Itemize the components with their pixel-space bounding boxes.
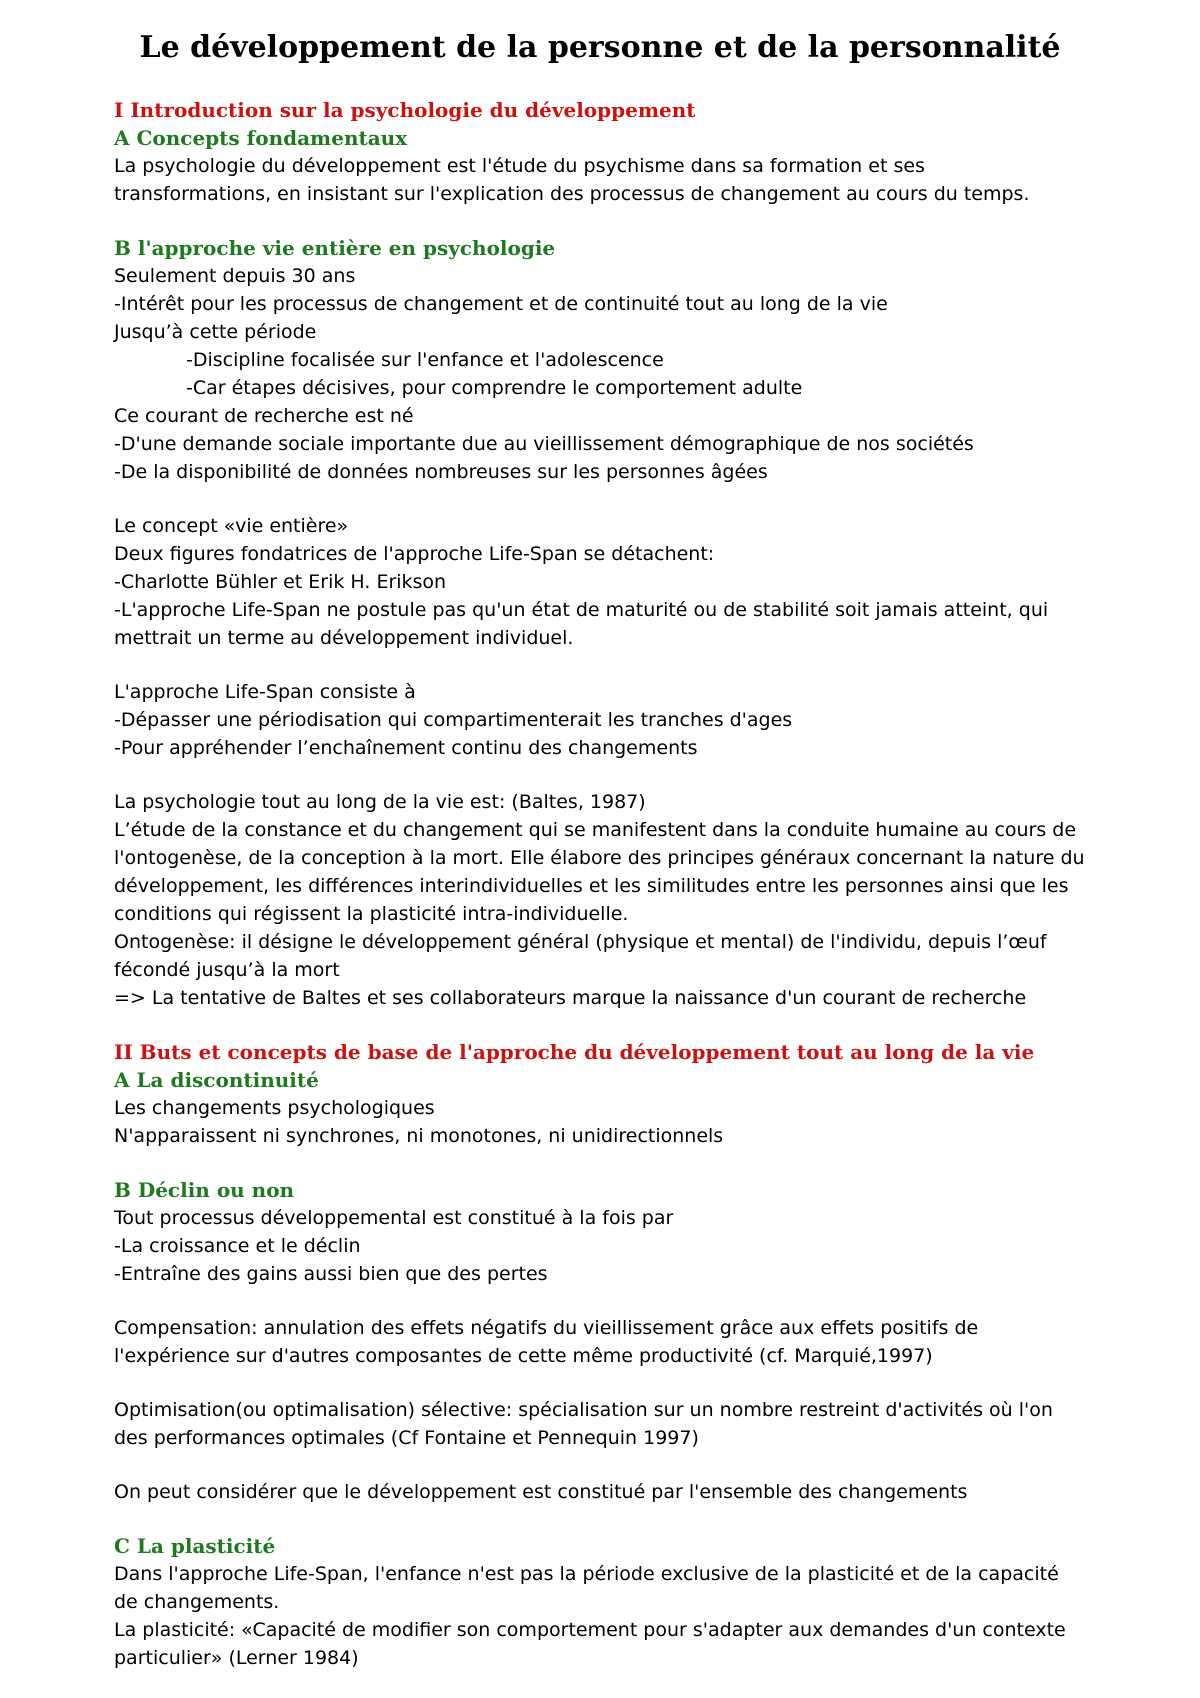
text-line: l'expérience sur d'autres composantes de cette même productivité (cf. Marquié,1997)	[114, 1345, 933, 1367]
section-heading: I Introduction sur la psychologie du développement	[114, 98, 696, 122]
text-line: -La croissance et le déclin	[114, 1235, 361, 1257]
text-line: La plasticité: «Capacité de modifier son comportement pour s'adapter aux demandes d'un contexte	[114, 1619, 1066, 1641]
paragraph-spacer	[114, 1288, 1094, 1314]
text-line: Seulement depuis 30 ans	[114, 265, 356, 287]
text-line: Jusqu’à cette période	[114, 321, 317, 343]
text-line: N'apparaissent ni synchrones, ni monotones, ni unidirectionnels	[114, 1125, 724, 1147]
section-heading: II Buts et concepts de base de l'approche du développement tout au long de la vie	[114, 1040, 1035, 1064]
paragraph-spacer	[114, 652, 1094, 678]
paragraph-spacer	[114, 1506, 1094, 1532]
text-line: -L'approche Life-Span ne postule pas qu'un état de maturité ou de stabilité soit jamais atteint, qui	[114, 599, 1049, 621]
text-line: -Entraîne des gains aussi bien que des pertes	[114, 1263, 548, 1285]
subsection-heading: B Déclin ou non	[114, 1178, 295, 1202]
paragraph-spacer	[114, 486, 1094, 512]
text-line: Deux figures fondatrices de l'approche Life-Span se détachent:	[114, 543, 715, 565]
text-line: développement, les différences interindividuelles et les similitudes entre les personnes ainsi que les	[114, 875, 1069, 897]
text-line: transformations, en insistant sur l'explication des processus de changement au cours du temps.	[114, 183, 1030, 205]
paragraph-spacer	[114, 1452, 1094, 1478]
text-line: => La tentative de Baltes et ses collaborateurs marque la naissance d'un courant de recherche	[114, 987, 1027, 1009]
text-line: Dans l'approche Life-Span, l'enfance n'est pas la période exclusive de la plasticité et de la capacité	[114, 1563, 1059, 1585]
text-line: Ontogenèse: il désigne le développement général (physique et mental) de l'individu, depuis l’œuf	[114, 931, 1047, 953]
text-line: Tout processus développemental est constitué à la fois par	[114, 1207, 674, 1229]
text-line: Les changements psychologiques	[114, 1097, 435, 1119]
text-line: Ce courant de recherche est né	[114, 405, 414, 427]
subsection-heading: B l'approche vie entière en psychologie	[114, 236, 556, 260]
subsection-heading: A La discontinuité	[114, 1068, 319, 1092]
text-line: mettrait un terme au développement individuel.	[114, 627, 574, 649]
paragraph-spacer	[114, 762, 1094, 788]
text-line: -Charlotte Bühler et Erik H. Erikson	[114, 571, 447, 593]
document-body	[114, 96, 1094, 1672]
text-line: de changements.	[114, 1591, 280, 1613]
text-line: -Intérêt pour les processus de changement et de continuité tout au long de la vie	[114, 293, 888, 315]
text-line: des performances optimales (Cf Fontaine et Pennequin 1997)	[114, 1427, 699, 1449]
text-line: conditions qui régissent la plasticité intra-individuelle.	[114, 903, 629, 925]
paragraph-spacer	[114, 208, 1094, 234]
paragraph-spacer	[114, 1012, 1094, 1038]
text-line: L'approche Life-Span consiste à	[114, 681, 416, 703]
text-line: On peut considérer que le développement est constitué par l'ensemble des changements	[114, 1481, 968, 1503]
text-line: L’étude de la constance et du changement qui se manifestent dans la conduite humaine au cours de	[114, 819, 1077, 841]
subsection-heading: C La plasticité	[114, 1534, 276, 1558]
text-line: fécondé jusqu’à la mort	[114, 959, 340, 981]
document-title: Le développement de la personne et de la personnalité	[139, 30, 1061, 65]
text-line: Le concept «vie entière»	[114, 515, 349, 537]
text-line: Optimisation(ou optimalisation) sélective: spécialisation sur un nombre restreint d'activités où l'on	[114, 1399, 1053, 1421]
subsection-heading: A Concepts fondamentaux	[114, 126, 408, 150]
text-line: -Pour appréhender l’enchaînement continu des changements	[114, 737, 698, 759]
text-line: La psychologie du développement est l'étude du psychisme dans sa formation et ses	[114, 155, 925, 177]
text-line: -Dépasser une périodisation qui compartimenterait les tranches d'ages	[114, 709, 793, 731]
indented-text-line: -Car étapes décisives, pour comprendre le comportement adulte	[186, 377, 803, 399]
indented-text-line: -Discipline focalisée sur l'enfance et l'adolescence	[186, 349, 664, 371]
text-line: -D'une demande sociale importante due au vieillissement démographique de nos sociétés	[114, 433, 974, 455]
text-line: l'ontogenèse, de la conception à la mort. Elle élabore des principes généraux concernant la nature du	[114, 847, 1085, 869]
paragraph-spacer	[114, 1370, 1094, 1396]
text-line: particulier» (Lerner 1984)	[114, 1647, 359, 1669]
paragraph-spacer	[114, 1150, 1094, 1176]
text-line: Compensation: annulation des effets négatifs du vieillissement grâce aux effets positifs de	[114, 1317, 979, 1339]
text-line: La psychologie tout au long de la vie est: (Baltes, 1987)	[114, 791, 646, 813]
text-line: -De la disponibilité de données nombreuses sur les personnes âgées	[114, 461, 768, 483]
